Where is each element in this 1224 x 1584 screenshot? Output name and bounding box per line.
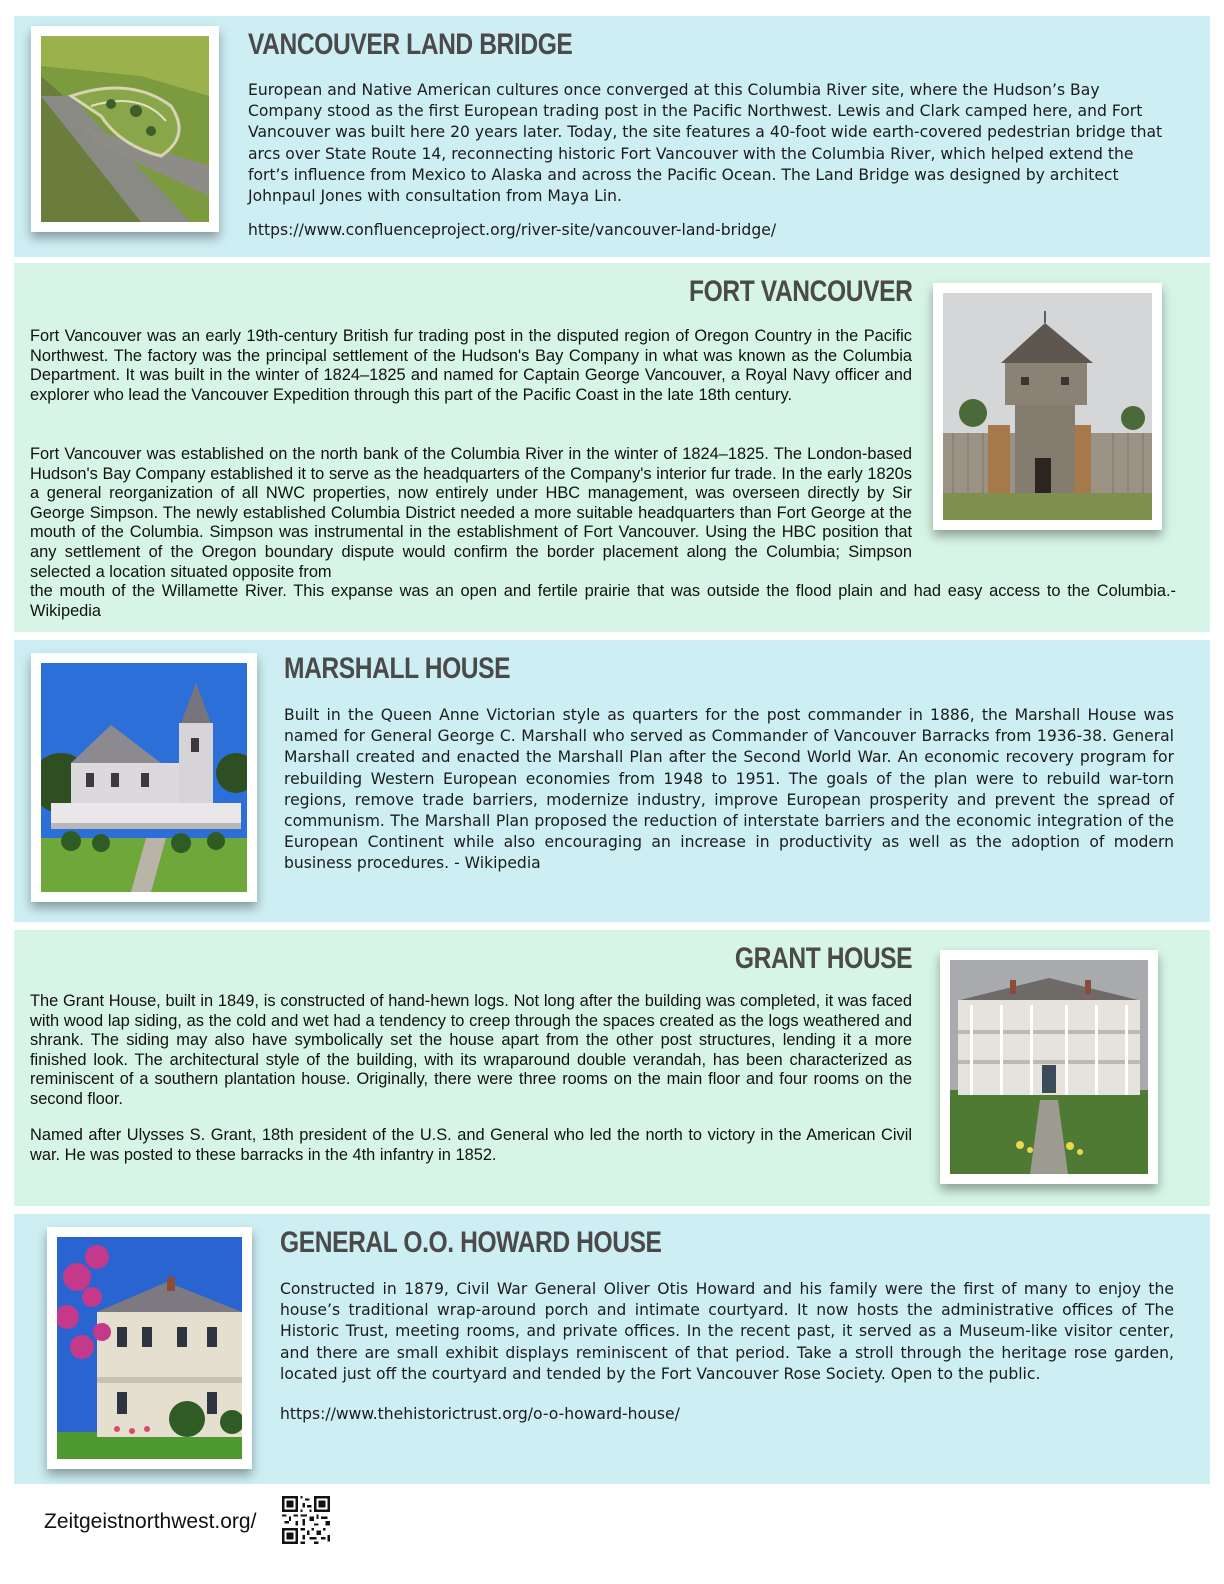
howard-house-photo: [47, 1227, 252, 1469]
howard-house-description: Constructed in 1879, Civil War General Oliver Otis Howard and his family were the first of many to enjoy the house’s traditional wrap-around porch and intimate courtyard. It now hosts the administrative offices of The Historic Trust, meeting rooms, and private offices. In the recent past, it served as a Museum-like visitor center, and there are small exhibit displays reminiscent of that period. Take a stroll through the heritage rose garden, located just off the courtyard and tended by the Fort Vancouver Rose Society. Open to the public.: [280, 1280, 1174, 1383]
marshall-house-photo: [31, 653, 257, 902]
land-bridge-photo: [31, 26, 219, 232]
land-bridge-link[interactable]: https://www.confluenceproject.org/river-site/vancouver-land-bridge/: [248, 221, 777, 239]
fort-vancouver-paragraph-2-end: the mouth of the Willamette River. This expanse was an open and fertile prairie that was outside the flood plain and had easy access to the Columbia.-Wikipedia: [30, 582, 1176, 620]
section-fort-vancouver: [14, 263, 1210, 632]
land-bridge-description: European and Native American cultures once converged at this Columbia River site, where the Hudson’s Bay Company stood as the first European trading post in the Pacific Northwest. Lewis and Clark camped here, and Fort Vancouver was built here 20 years later. Today, the site features a 40-foot wide earth-covered pedestrian bridge that arcs over State Route 14, reconnecting historic Fort Vancouver with the Columbia River, which helped extend the fort’s influence from Mexico to Alaska and across the Pacific Ocean. The Land Bridge was designed by architect Johnpaul Jones with consultation from Maya Lin.: [248, 81, 1163, 206]
grant-house-paragraph-2: Named after Ulysses S. Grant, 18th president of the U.S. and General who led the north to victory in the American Civil war. He was posted to these barracks in the 4th infantry in 1852.: [30, 1126, 912, 1164]
section-howard-house: [14, 1214, 1210, 1484]
marshall-house-title: MARSHALL HOUSE: [284, 652, 511, 685]
fort-vancouver-paragraph-1: Fort Vancouver was an early 19th-century British fur trading post in the disputed region of Oregon Country in the Pacific Northwest. The factory was the principal settlement of the Hudson's Bay Company in what was known as the Columbia Department. It was built in the winter of 1824–1825 and named for Captain George Vancouver, a Royal Navy officer and explorer who lead the Vancouver Expedition through this part of the Pacific Coast in the late 18th century.: [30, 327, 912, 404]
section-marshall-house: [14, 640, 1210, 922]
grant-house-title: GRANT HOUSE: [734, 942, 912, 975]
marshall-house-description: Built in the Queen Anne Victorian style as quarters for the post commander in 1886, the Marshall House was named for General George C. Marshall who served as Commander of Vancouver Barracks from 1936-38. General Marshall created and enacted the Marshall Plan after the Second World War. An economic recovery program for rebuilding Western European economies from 1948 to 1951. The goals of the plan were to rebuild war-torn regions, remove trade barriers, modernize industry, improve European prosperity and prevent the spread of communism. The Marshall Plan proposed the reduction of interstate barriers and the economic integration of the European Continent while also encouraging an increase in productivity as well as the adoption of modern business procedures. - Wikipedia: [284, 706, 1174, 873]
qr-code-icon: [282, 1496, 330, 1544]
howard-house-title: GENERAL O.O. HOWARD HOUSE: [280, 1226, 662, 1259]
grant-house-photo: [940, 950, 1158, 1184]
fort-vancouver-photo: [933, 283, 1162, 530]
fort-vancouver-paragraph-2: Fort Vancouver was established on the north bank of the Columbia River in the winter of 1824–1825. The London-based Hudson's Bay Company established it to serve as the headquarters of the Company's interior fur trade. In the early 1820s a general reorganization of all NWC properties, now entirely under HBC management, was overseen directly by Sir George Simpson. The newly established Columbia District needed a more suitable headquarters than Fort George at the mouth of the Columbia. Simpson was instrumental in the establishment of Fort Vancouver. Using the HBC position that any settlement of the Oregon boundary dispute would confirm the border placement along the Columbia; Simpson selected a location situated opposite from: [30, 445, 912, 581]
fort-vancouver-title: FORT VANCOUVER: [688, 275, 912, 308]
section-land-bridge: [14, 16, 1210, 257]
howard-house-link[interactable]: https://www.thehistorictrust.org/o-o-howard-house/: [280, 1405, 680, 1423]
section-grant-house: [14, 930, 1210, 1206]
land-bridge-title: VANCOUVER LAND BRIDGE: [248, 28, 573, 61]
grant-house-paragraph-1: The Grant House, built in 1849, is constructed of hand-hewn logs. Not long after the building was completed, it was faced with wood lap siding, as the cold and wet had a tendency to creep through the spaces created as the logs weathered and shrank. The siding may also have symbolically set the house apart from the other post structures, lending it a more finished look. The architectural style of the building, with its wraparound double verandah, has been characterized as reminiscent of a southern plantation house. Originally, there were three rooms on the main floor and four rooms on the second floor.: [30, 992, 912, 1108]
footer-site-link[interactable]: Zeitgeistnorthwest.org/: [44, 1510, 257, 1533]
